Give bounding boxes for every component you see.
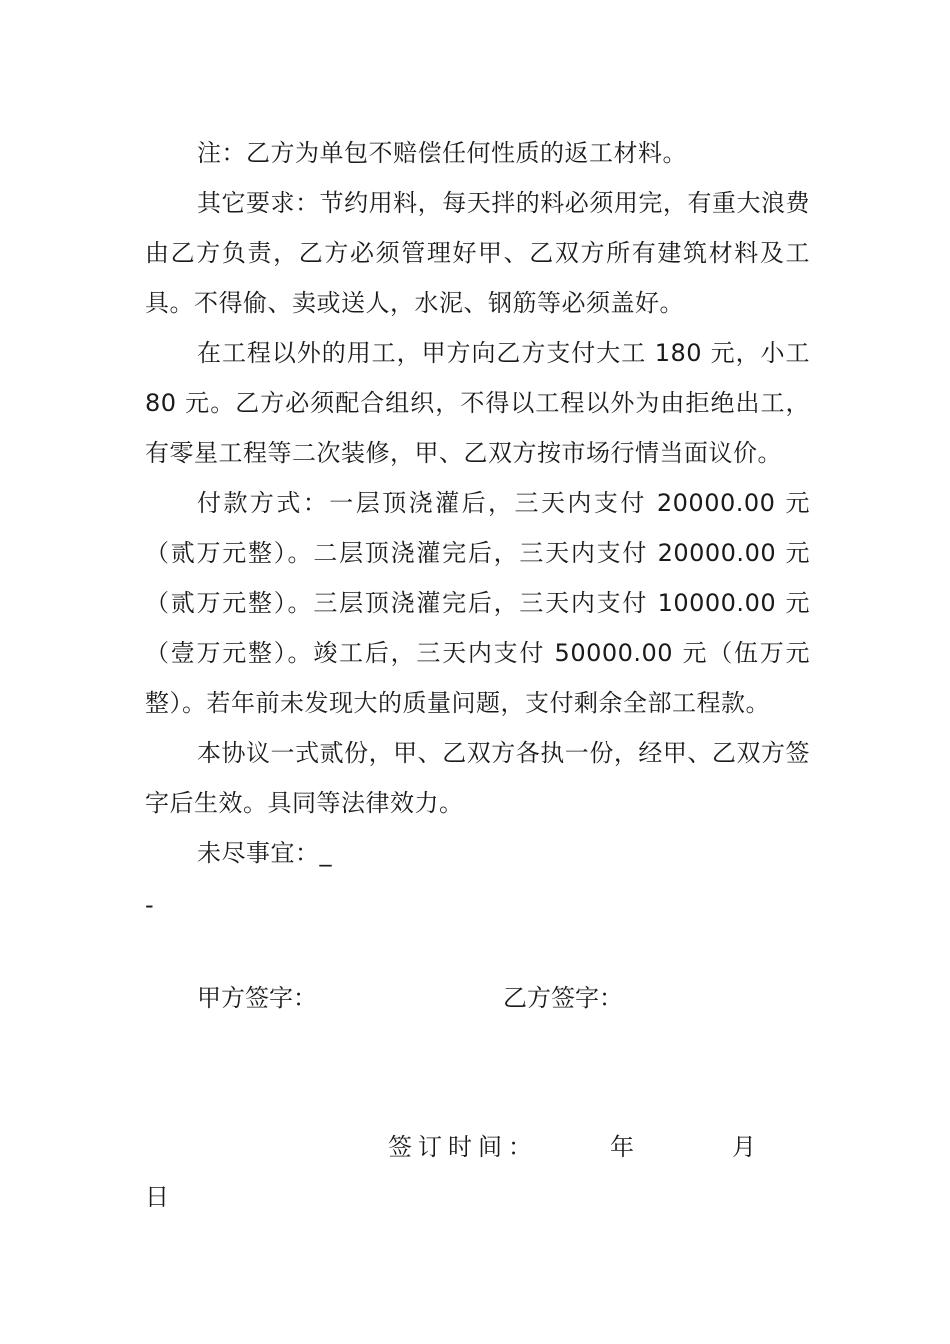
other-requirements-paragraph: 其它要求：节约用料，每天拌的料必须用完，有重大浪费由乙方负责，乙方必须管理好甲、乙双方所有建筑材料及工具。不得偷、卖或送人，水泥、钢筋等必须盖好。 [145, 189, 810, 317]
extra-labor-paragraph: 在工程以外的用工，甲方向乙方支付大工 180 元，小工 80 元。乙方必须配合组织，不得以工程以外为由拒绝出工，有零星工程等二次装修，甲、乙双方按市场行情当面议价。 [145, 339, 810, 467]
signing-date-label: 签订时间： [388, 1133, 538, 1161]
document-body [145, 128, 810, 878]
signing-date-month: 月 [732, 1133, 756, 1161]
dash-mark: - [145, 891, 154, 919]
note-paragraph: 注：乙方为单包不赔偿任何性质的返工材料。 [197, 139, 687, 167]
party-a-signature-label: 甲方签字： [197, 984, 317, 1012]
signing-date-year: 年 [610, 1133, 634, 1161]
agreement-copies-paragraph: 本协议一式贰份，甲、乙双方各执一份，经甲、乙双方签字后生效。具同等法律效力。 [145, 739, 810, 817]
unresolved-matters-paragraph: 未尽事宜：_ [197, 839, 332, 867]
signing-date-day: 日 [145, 1183, 169, 1211]
party-b-signature-label: 乙方签字： [503, 984, 623, 1012]
payment-terms-paragraph: 付款方式：一层顶浇灌后，三天内支付 20000.00 元（贰万元整）。二层顶浇灌完后，三天内支付 20000.00 元（贰万元整）。三层顶浇灌完后，三天内支付 10000.00 元（壹万元整）。竣工后，三天内支付 50000.00 元（伍万元整）。若年前未发现大的质量问题，支付剩余全部工程款。 [145, 489, 810, 717]
